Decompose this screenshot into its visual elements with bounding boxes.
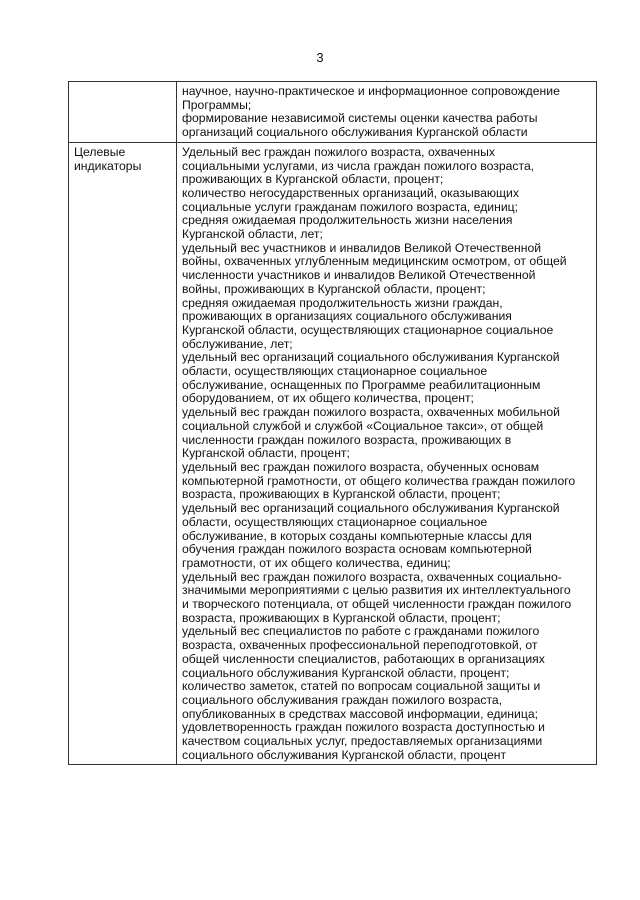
- content-line: социального обслуживания Курганской области, процент;: [182, 665, 510, 680]
- content-line: Курганской области, процент;: [182, 446, 350, 461]
- row-content-cell: [177, 82, 597, 143]
- content-line: Программы;: [182, 97, 252, 112]
- row-content-cell: [177, 142, 597, 765]
- content-line: численности граждан пожилого возраста, проживающих в: [182, 432, 512, 447]
- row-label-line: индикаторы: [74, 158, 142, 173]
- table-row: [69, 82, 597, 143]
- content-line: удельный вес организаций социального обслуживания Курганской: [182, 501, 560, 516]
- content-line: опубликованных в средствах массовой информации, единица;: [182, 706, 538, 721]
- content-line: формирование независимой системы оценки качества работы: [182, 111, 538, 126]
- content-line: удельный вес специалистов по работе с гражданами пожилого: [182, 624, 540, 639]
- content-line: проживающих в Курганской области, процент;: [182, 172, 444, 187]
- content-line: обслуживание, лет;: [182, 336, 293, 351]
- content-line: качеством социальных услуг, предоставляемых организациями: [182, 734, 543, 749]
- content-line: возраста, проживающих в Курганской области, процент;: [182, 610, 501, 625]
- page-number: 3: [316, 50, 324, 65]
- content-line: удельный вес граждан пожилого возраста, охваченных социально-: [182, 569, 562, 584]
- content-line: удельный вес граждан пожилого возраста, обученных основам: [182, 459, 540, 474]
- content-line: оборудованием, от их общего количества, процент;: [182, 391, 474, 406]
- content-line: социального обслуживания граждан пожилого возраста,: [182, 692, 503, 707]
- content-line: научное, научно-практическое и информационное сопровождение: [182, 84, 560, 98]
- content-line: обслуживание, в которых созданы компьютерные классы для: [182, 528, 532, 543]
- content-line: Курганской области, осуществляющих стационарное социальное: [182, 322, 554, 337]
- content-line: Удельный вес граждан пожилого возраста, охваченных: [182, 144, 495, 159]
- content-line: компьютерной грамотности, от общего количества граждан пожилого: [182, 473, 576, 488]
- content-line: и творческого потенциала, от общей численности граждан пожилого: [182, 597, 572, 612]
- content-line: проживающих в организациях социального обслуживания: [182, 309, 512, 324]
- table-body: [69, 82, 597, 765]
- content-line: удовлетворенность граждан пожилого возраста доступностью и: [182, 720, 545, 735]
- content-line: грамотности, от их общего количества, единиц;: [182, 555, 451, 570]
- content-line: обслуживание, оснащенных по Программе реабилитационным: [182, 377, 541, 392]
- row-label-cell: [69, 82, 177, 143]
- content-line: социальной службой и службой «Социальное такси», от общей: [182, 418, 544, 433]
- content-line: возраста, охваченных профессиональной переподготовкой, от: [182, 638, 538, 653]
- content-line: войны, проживающих в Курганской области, процент;: [182, 281, 486, 296]
- table-row: [69, 142, 597, 765]
- content-line: области, осуществляющих стационарное социальное: [182, 364, 488, 379]
- content-line: социальными услугами, из числа граждан пожилого возраста,: [182, 158, 535, 173]
- content-line: средняя ожидаемая продолжительность жизни граждан,: [182, 295, 503, 310]
- content-line: социальные услуги гражданам пожилого возраста, единиц;: [182, 199, 519, 214]
- content-line: общей численности специалистов, работающих в организациях: [182, 651, 545, 666]
- program-passport-table: [68, 81, 597, 765]
- content-line: войны, охваченных углубленным медицинским осмотром, от общей: [182, 254, 567, 269]
- content-line: средняя ожидаемая продолжительность жизни населения: [182, 213, 513, 228]
- content-line: удельный вес граждан пожилого возраста, охваченных мобильной: [182, 405, 560, 420]
- content-line: возраста, проживающих в Курганской области, процент;: [182, 487, 501, 502]
- content-line: обучения граждан пожилого возраста основам компьютерной: [182, 542, 532, 557]
- content-line: организаций социального обслуживания Курганской области: [182, 125, 528, 140]
- content-line: удельный вес участников и инвалидов Великой Отечественной: [182, 240, 542, 255]
- content-line: количество заметок, статей по вопросам социальной защиты и: [182, 679, 541, 694]
- content-line: социального обслуживания Курганской области, процент: [182, 747, 507, 762]
- content-line: удельный вес организаций социального обслуживания Курганской: [182, 350, 560, 365]
- content-line: области, осуществляющих стационарное социальное: [182, 514, 488, 529]
- content-line: количество негосударственных организаций, оказывающих: [182, 185, 519, 200]
- content-line: значимыми мероприятиями с целью развития их интеллектуального: [182, 583, 571, 598]
- row-label-line: Целевые: [74, 144, 126, 159]
- content-line: численности участников и инвалидов Великой Отечественной: [182, 268, 536, 283]
- row-label-cell: [69, 142, 177, 765]
- content-line: Курганской области, лет;: [182, 227, 323, 242]
